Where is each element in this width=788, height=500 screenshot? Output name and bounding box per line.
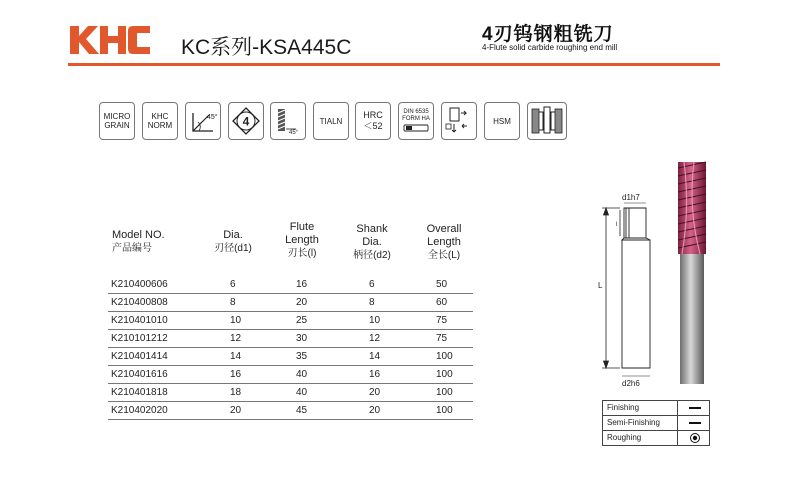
target-icon [677,431,711,445]
d1-cell: 6 [230,279,236,290]
end-mill-drawing [596,158,711,392]
model-cell: K210401414 [111,351,168,362]
l-cell: 45 [296,405,308,416]
tool-render [678,162,706,384]
l-cell: 16 [296,279,308,290]
d1-cell: 20 [230,405,242,416]
L-cell: 100 [436,351,453,362]
L-cell: 100 [436,405,453,416]
d2-cell: 12 [369,333,381,344]
d1-cell: 16 [230,369,242,380]
clamping-icon [527,102,567,140]
header-dia: Dia. 刃径(d1) [214,229,252,254]
d2-cell: 8 [369,297,375,308]
dash-icon [677,401,711,415]
L-cell: 60 [436,297,448,308]
l-cell: 35 [296,351,308,362]
L-cell: 100 [436,387,453,398]
L-label: L [598,281,603,290]
table-row [108,293,473,312]
L-cell: 75 [436,333,448,344]
table-row [108,275,473,294]
directions-icon [441,102,477,140]
model-cell: K210401010 [111,315,168,326]
d1-cell: 10 [230,315,242,326]
l-cell: 40 [296,369,308,380]
d2-cell: 20 [369,405,381,416]
overall-length-dimension [602,208,620,368]
d2h6-label: d2h6 [622,379,640,388]
d1h7-label: d1h7 [622,193,640,202]
roughing-profile-icon [270,102,306,140]
model-cell: K210101212 [111,333,168,344]
table-row [108,329,473,348]
l-cell: 30 [296,333,308,344]
header-shank-dia: Shank Dia. 柄径(d2) [353,223,391,261]
table-row [108,365,473,384]
product-title-cn: 4刃钨钢粗铣刀 [482,24,614,45]
d1-cell: 18 [230,387,242,398]
model-cell: K210400606 [111,279,168,290]
L-cell: 100 [436,369,453,380]
svg-text:45°: 45° [289,130,299,136]
finishing-row: Finishing [603,401,709,416]
dash-icon [677,416,711,430]
model-cell: K210400808 [111,297,168,308]
l-label: l [616,222,618,228]
d1-cell: 14 [230,351,242,362]
tialn-coating-badge: TIALN [313,102,349,140]
model-cell: K210401616 [111,369,168,380]
header-divider [68,63,720,66]
roughing-row: Roughing [603,431,709,445]
table-row [108,311,473,330]
semi-finishing-row: Semi-Finishing [603,416,709,431]
d2-cell: 20 [369,387,381,398]
svg-text:45°: 45° [207,114,218,121]
d2-cell: 6 [369,279,375,290]
d1-cell: 12 [230,333,242,344]
model-cell: K210401818 [111,387,168,398]
table-row [108,401,473,420]
helix-45-icon [185,102,221,140]
L-cell: 75 [436,315,448,326]
series-title: KC系列-KSA445C [181,36,352,59]
micro-grain-badge: MICRO GRAIN [99,102,135,140]
l-cell: 40 [296,387,308,398]
L-cell: 50 [436,279,448,290]
hsm-badge: HSM [484,102,520,140]
application-table [602,400,710,446]
product-title-en: 4-Flute solid carbide roughing end mill [482,43,618,52]
d2-cell: 14 [369,351,381,362]
khc-norm-badge: KHC NORM [142,102,178,140]
l-cell: 25 [296,315,308,326]
header-flute-length: Flute Length 刃长(l) [285,221,319,259]
model-cell: K210402020 [111,405,168,416]
four-flute-icon [228,102,264,140]
header-overall-length: Overall Length 全长(L) [426,223,462,261]
din-6535-badge: DIN 6535 FORM HA [398,102,434,140]
d2-cell: 10 [369,315,381,326]
table-row [108,347,473,366]
shank-icon [402,123,430,133]
hrc-badge: HRC ＜52 [355,102,391,140]
svg-text:4: 4 [242,114,250,129]
header-model-no: Model NO. 产品编号 [112,229,165,254]
l-cell: 20 [296,297,308,308]
tool-outline [622,208,650,368]
d2-cell: 16 [369,369,381,380]
khc-logo [70,24,150,56]
d1-cell: 8 [230,297,236,308]
table-row [108,383,473,402]
